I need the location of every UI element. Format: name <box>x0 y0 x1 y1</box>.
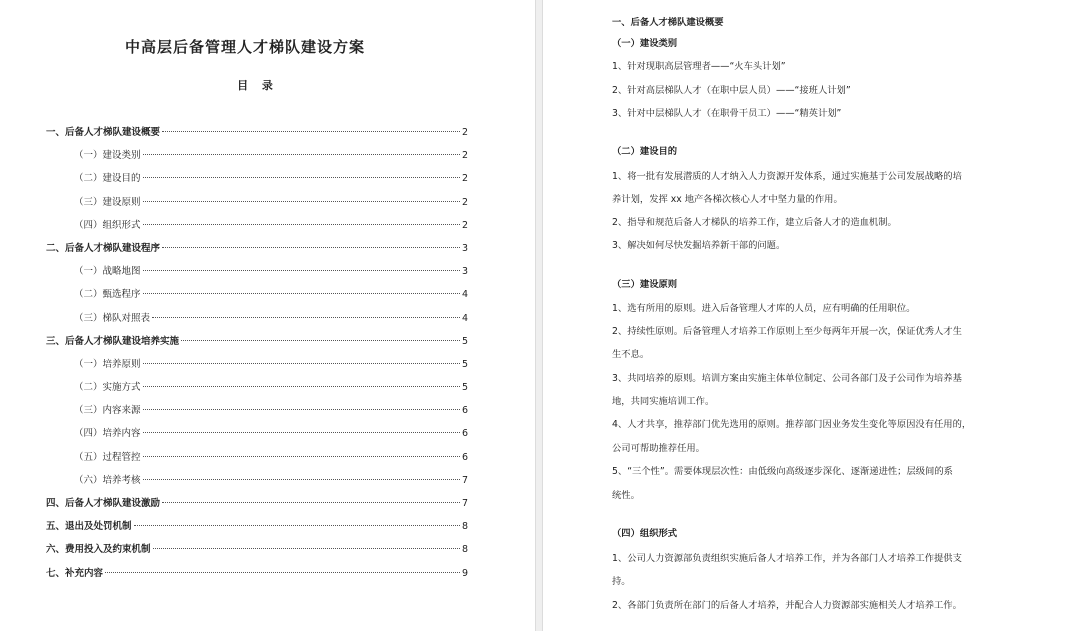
toc-heading: 目 录 <box>237 79 273 92</box>
paragraph-line: 1、针对现职高层管理者——“火车头计划” <box>612 61 786 72</box>
toc-entry[interactable]: 四、后备人才梯队建设激励 7 <box>46 498 468 509</box>
toc-entry[interactable]: （四）组织形式 2 <box>74 219 468 231</box>
paragraph-line: 持。 <box>612 576 631 587</box>
toc-entry[interactable]: （一）建设类别 2 <box>74 150 468 162</box>
paragraph-line: 4、人才共享，推荐部门优先选用的原则。推荐部门因业务发生变化等原因没有任用的， <box>612 419 972 430</box>
subsection-heading: （四）组织形式 <box>612 528 678 539</box>
toc-entry[interactable]: （二）建设目的 2 <box>74 173 468 185</box>
paragraph-line: 2、指导和规范后备人才梯队的培养工作，建立后备人才的造血机制。 <box>612 217 897 228</box>
toc-entry[interactable]: 二、后备人才梯队建设程序 3 <box>46 242 468 254</box>
subsection-heading: （一）建设类别 <box>612 38 678 49</box>
toc-entry[interactable]: （二）实施方式 5 <box>74 382 468 394</box>
toc-entry[interactable]: （五）过程管控 6 <box>74 451 468 463</box>
toc-entry[interactable]: （三）建设原则 2 <box>74 196 468 208</box>
paragraph-line: 1、公司人力资源部负责组织实施后备人才培养工作，并为各部门人才培养工作提供支 <box>612 553 962 564</box>
paragraph-line: 2、针对高层梯队人才（在职中层人员）——“接班人计划” <box>612 85 851 96</box>
paragraph-line: 统性。 <box>612 490 640 501</box>
paragraph-line: 2、持续性原则。后备管理人才培养工作原则上至少每两年开展一次，保证优秀人才生 <box>612 326 962 337</box>
paragraph-line: 1、将一批有发展潜质的人才纳入人力资源开发体系，通过实施基于公司发展战略的培 <box>612 171 962 182</box>
toc-entry[interactable]: 三、后备人才梯队建设培养实施 5 <box>46 335 468 347</box>
table-of-contents <box>46 124 468 588</box>
toc-entry[interactable]: （一）培养原则 5 <box>74 358 468 370</box>
paragraph-line: 3、针对中层梯队人才（在职骨干员工）——“精英计划” <box>612 108 842 119</box>
paragraph-line: 公司可帮助推荐任用。 <box>612 443 705 454</box>
paragraph-line: 3、解决如何尽快发掘培养新干部的问题。 <box>612 240 786 251</box>
paragraph-line: 2、各部门负责所在部门的后备人才培养，并配合人力资源部实施相关人才培养工作。 <box>612 600 962 611</box>
paragraph-line: 生不息。 <box>612 349 650 360</box>
toc-entry[interactable]: （四）培养内容 6 <box>74 428 468 440</box>
toc-entry[interactable]: （二）甄选程序 4 <box>74 289 468 301</box>
subsection-heading: （二）建设目的 <box>612 146 678 157</box>
subsection-heading: （三）建设原则 <box>612 279 678 290</box>
toc-entry[interactable]: 七、补充内容 9 <box>46 567 468 579</box>
toc-entry[interactable]: 五、退出及处罚机制 8 <box>46 521 468 533</box>
toc-entry[interactable]: （一）战略地图 3 <box>74 266 468 278</box>
section-heading: 一、后备人才梯队建设概要 <box>612 17 724 28</box>
toc-entry[interactable]: （六）培养考核 7 <box>74 474 468 486</box>
paragraph-line: 3、共同培养的原则。培训方案由实施主体单位制定、公司各部门及子公司作为培养基 <box>612 373 962 384</box>
paragraph-line: 5、“三个性”。需要体现层次性：由低级向高级逐步深化、逐渐递进性；层级间的系 <box>612 466 953 477</box>
toc-entry[interactable]: （三）内容来源 6 <box>74 405 468 417</box>
toc-entry[interactable]: 一、后备人才梯队建设概要 2 <box>46 127 468 138</box>
paragraph-line: 1、选有所用的原则。进入后备管理人才库的人员，应有明确的任用职位。 <box>612 303 916 314</box>
toc-entry[interactable]: （三）梯队对照表 4 <box>74 312 468 324</box>
toc-page <box>0 0 536 631</box>
paragraph-line: 养计划，发挥 xx 地产各梯次核心人才中坚力量的作用。 <box>612 194 843 205</box>
paragraph-line: 地，共同实施培训工作。 <box>612 396 715 407</box>
document-title: 中高层后备管理人才梯队建设方案 <box>124 38 365 56</box>
toc-entry[interactable]: 六、费用投入及约束机制 8 <box>46 544 468 556</box>
